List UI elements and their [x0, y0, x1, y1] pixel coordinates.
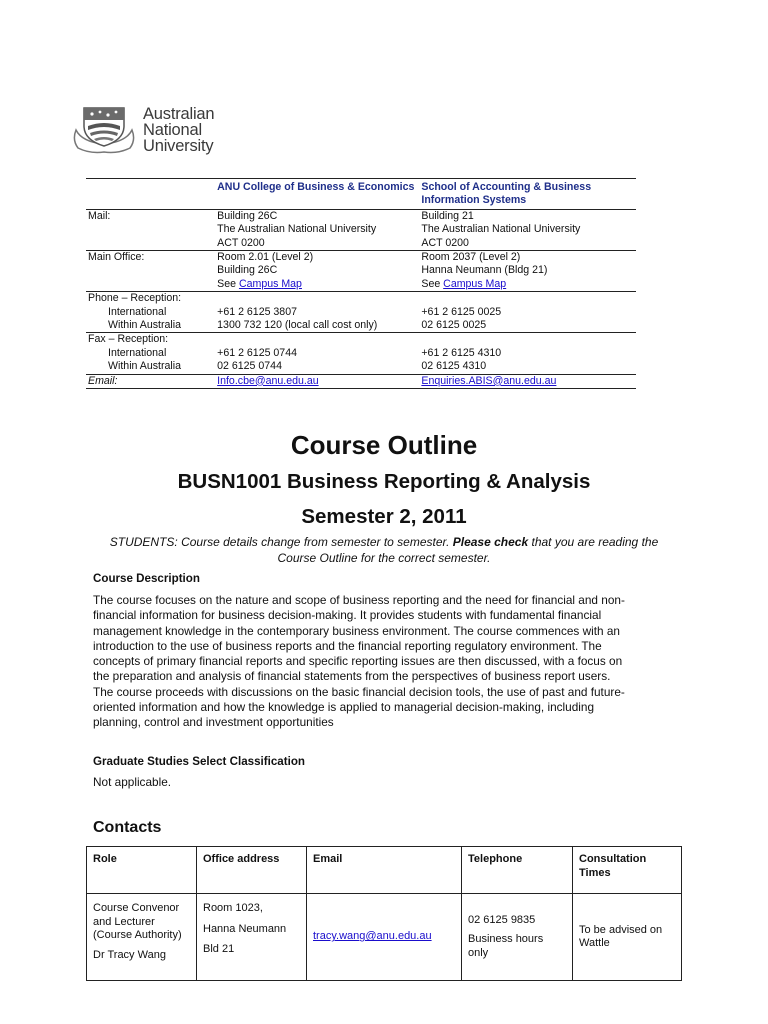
school-header: School of Accounting & Business Information Systems — [419, 179, 636, 210]
wordmark-line: Australian — [143, 105, 215, 123]
college-email-link[interactable]: Info.cbe@anu.edu.au — [217, 374, 319, 387]
mail-label: Mail: — [88, 209, 111, 222]
semester-title: Semester 2, 2011 — [301, 505, 467, 528]
school-phone: +61 2 6125 0025 02 6125 0025 — [419, 292, 636, 333]
contacts-table — [86, 846, 682, 981]
phone-label: Phone – Reception: International Within Australia — [86, 292, 215, 333]
office-cell: Room 1023, Hanna Neumann Bld 21 — [197, 894, 307, 981]
campus-map-link[interactable]: Campus Map — [443, 277, 507, 290]
office-label: Main Office: — [86, 251, 215, 292]
course-title: BUSN1001 Business Reporting & Analysis — [177, 470, 591, 493]
telephone-cell: 02 6125 9835 Business hours only — [462, 894, 573, 981]
contacts-heading: Contacts — [93, 819, 162, 836]
col-telephone: Telephone — [462, 847, 573, 894]
college-fax: +61 2 6125 0744 02 6125 0744 — [215, 333, 419, 374]
students-notice: STUDENTS: Course details change from semester to semester. Please check that you are reading the Course Outline for the correct semester. — [109, 535, 659, 565]
contacts-header-row — [87, 847, 682, 894]
campus-map-link[interactable]: Campus Map — [238, 277, 302, 290]
phone-row — [86, 292, 636, 333]
col-email: Email — [307, 847, 462, 894]
office-row — [86, 251, 636, 292]
anu-logo — [70, 100, 240, 160]
table-row — [87, 894, 682, 981]
college-header: ANU College of Business & Economics — [215, 179, 419, 210]
college-mail: Building 26C The Australian National University ACT 0200 — [217, 209, 377, 249]
course-description-text: The course focuses on the nature and scope of business reporting and the need for financial and non- financial information for business decision-making. It provides students with fundamental financial management knowledge in the contemporary business environment. The course commences with an introduction to the use of business reports and the financial reporting regulatory environment. The concepts of primary financial reports and specific reporting issues are then discussed, with a focus on the preparation and analysis of financial statements from the perspectives of business report users. The course proceeds with discussions on the basic financial decision tools, the use of past and future- oriented information and how the knowledge is applied to managerial decision-making, including planning, control and investment opportunities — [93, 593, 625, 730]
col-consultation-times: Consultation Times — [573, 847, 682, 894]
anu-crest-icon — [70, 100, 138, 158]
school-mail: Building 21 The Australian National University ACT 0200 — [421, 209, 581, 249]
email-cell — [307, 894, 462, 981]
consultation-cell: To be advised on Wattle — [573, 894, 682, 981]
email-label: Email: — [86, 374, 215, 388]
graduate-studies-heading: Graduate Studies Select Classification — [93, 755, 305, 768]
lecturer-email-link[interactable]: tracy.wang@anu.edu.au — [313, 930, 432, 943]
role-cell: Course Convenor and Lecturer (Course Authority) Dr Tracy Wang — [87, 894, 197, 981]
col-office-address: Office address — [197, 847, 307, 894]
university-wordmark — [143, 106, 214, 154]
contact-header-row — [86, 179, 636, 210]
mail-row — [86, 209, 636, 250]
school-office: Room 2037 (Level 2) Hanna Neumann (Bldg 21) See Campus Map — [419, 251, 636, 292]
wordmark-line: National — [143, 121, 202, 139]
school-fax: +61 2 6125 4310 02 6125 4310 — [419, 333, 636, 374]
contact-info-table — [86, 178, 636, 389]
graduate-studies-text: Not applicable. — [93, 775, 172, 789]
wordmark-line: University — [143, 137, 214, 155]
fax-label: Fax – Reception: International Within Australia — [86, 333, 215, 374]
course-description-heading: Course Description — [93, 572, 200, 585]
college-office: Room 2.01 (Level 2) Building 26C See Campus Map — [215, 251, 419, 292]
fax-row — [86, 333, 636, 374]
email-row — [86, 374, 636, 388]
college-phone: +61 2 6125 3807 1300 732 120 (local call cost only) — [215, 292, 419, 333]
page-title: Course Outline — [290, 430, 478, 460]
school-email-link[interactable]: Enquiries.ABIS@anu.edu.au — [421, 374, 557, 387]
col-role: Role — [87, 847, 197, 894]
